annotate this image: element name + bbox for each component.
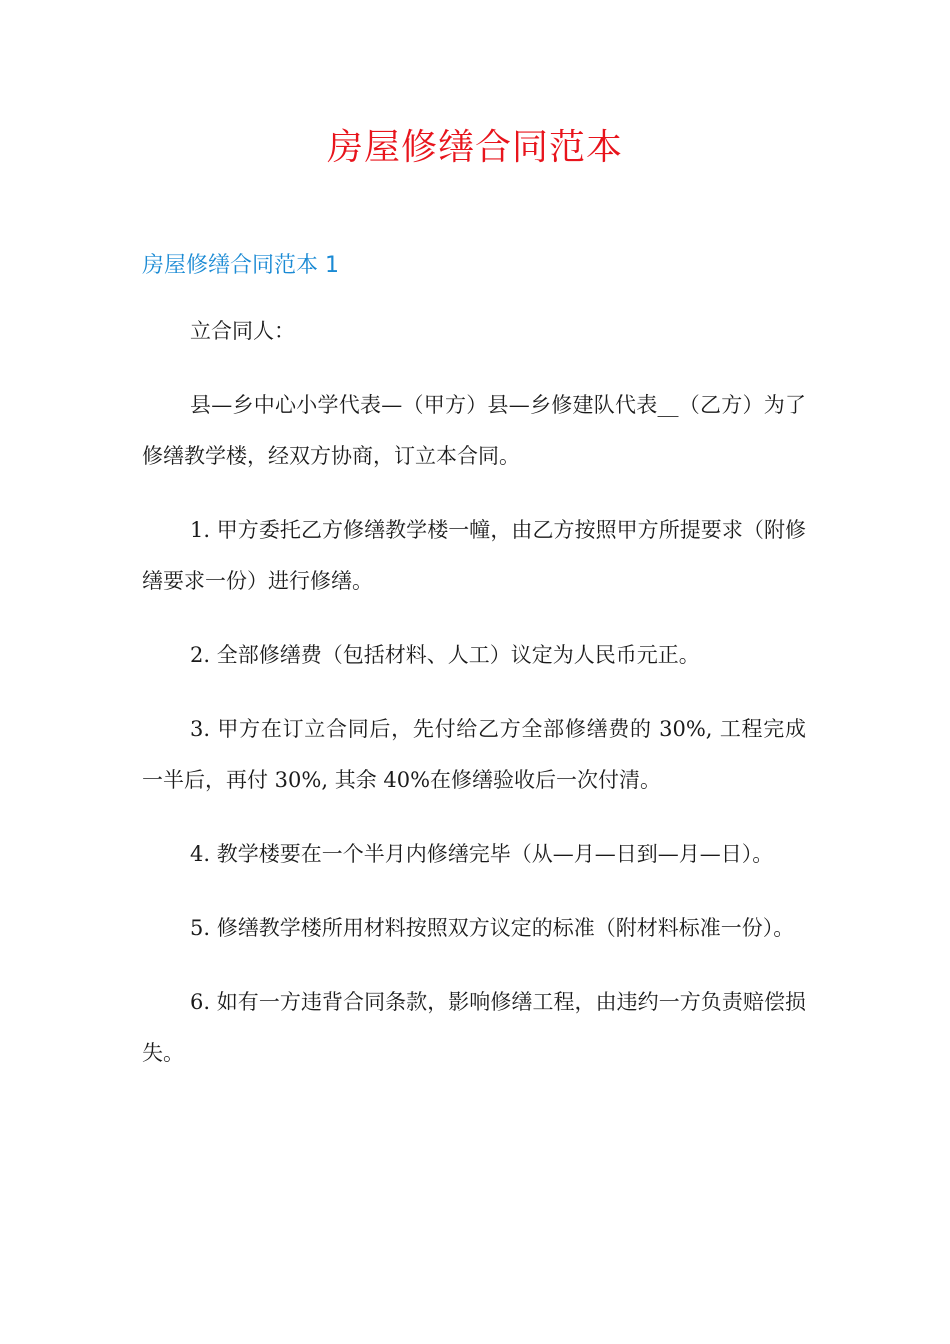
document-body	[142, 306, 806, 1102]
paragraph-intro: 县—乡中心小学代表—（甲方）县—乡修建队代表__（乙方）为了修缮教学楼，经双方协商，订立本合同。	[142, 393, 806, 468]
paragraph-clause-1: 1. 甲方委托乙方修缮教学楼一幢，由乙方按照甲方所提要求（附修缮要求一份）进行修缮。	[142, 518, 806, 593]
paragraph-clause-5: 5. 修缮教学楼所用材料按照双方议定的标准（附材料标准一份）。	[190, 916, 795, 940]
paragraph-clause-2: 2. 全部修缮费（包括材料、人工）议定为人民币元正。	[190, 643, 700, 667]
section-heading: 房屋修缮合同范本 1	[142, 253, 339, 278]
paragraph-parties: 立合同人：	[190, 319, 295, 343]
paragraph-clause-3: 3. 甲方在订立合同后，先付给乙方全部修缮费的 30%, 工程完成一半后，再付 30%, 其余 40%在修缮验收后一次付清。	[142, 717, 806, 792]
paragraph-clause-6: 6. 如有一方违背合同条款，影响修缮工程，由违约一方负责赔偿损失。	[142, 990, 806, 1065]
paragraph-clause-4: 4. 教学楼要在一个半月内修缮完毕（从—月—日到—月—日）。	[190, 842, 774, 866]
document-title: 房屋修缮合同范本	[326, 127, 623, 168]
